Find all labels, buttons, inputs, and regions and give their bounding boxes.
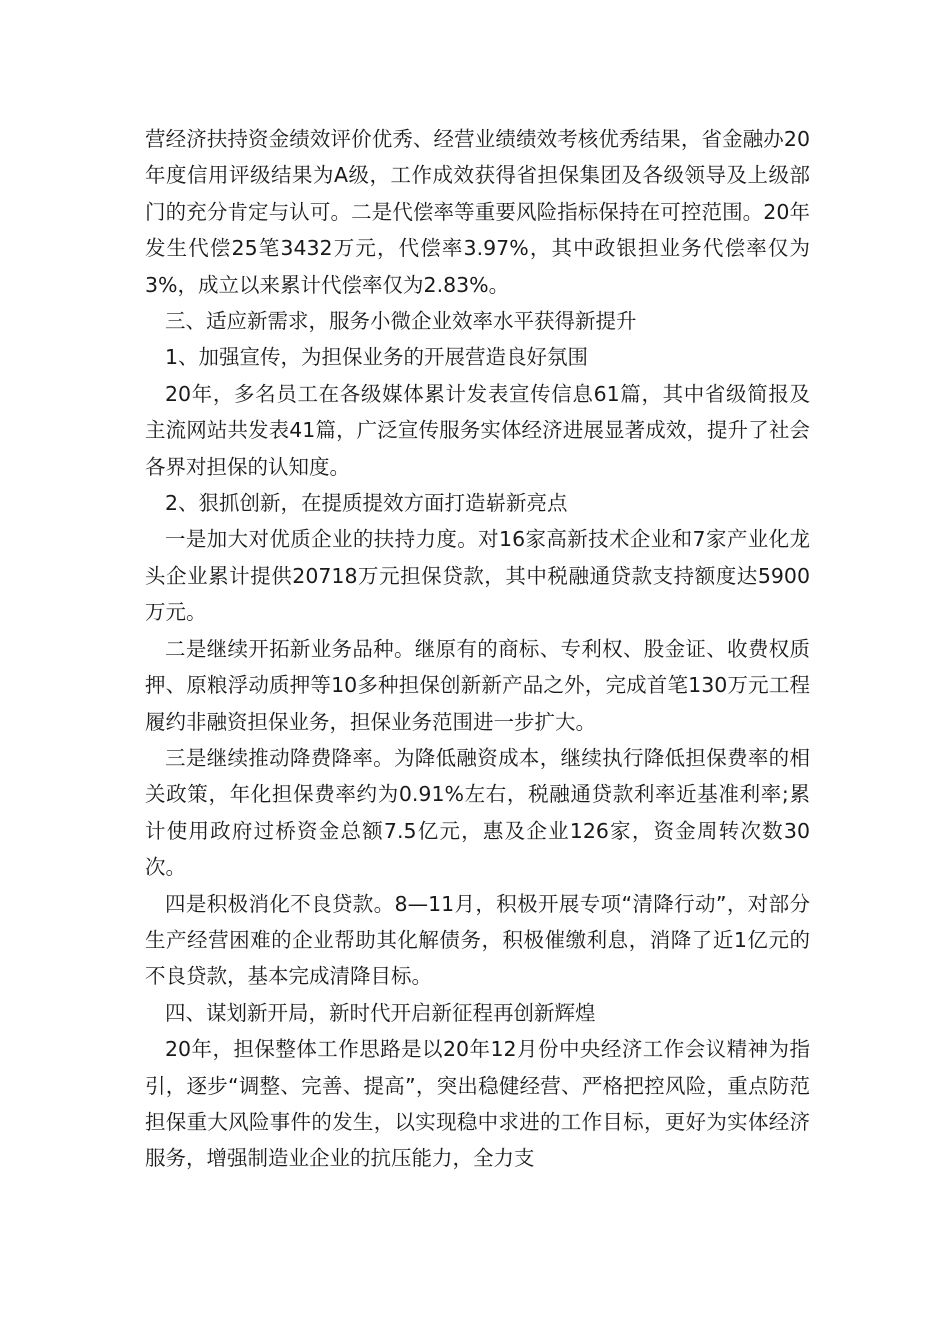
paragraph-publicity: 20年，多名员工在各级媒体累计发表宣传信息61篇，其中省级简报及主流网站共发表41篇，广泛宣传服务实体经济进展显著成效，提升了社会各界对担保的认知度。 (145, 381, 810, 479)
paragraph-bad-loans: 四是积极消化不良贷款。8—11月，积极开展专项“清降行动”，对部分生产经营困难的企业帮助其化解债务，积极催缴利息，消降了近1亿元的不良贷款，基本完成清降目标。 (145, 891, 810, 989)
paragraph-new-products: 二是继续开拓新业务品种。继原有的商标、专利权、股金证、收费权质押、原粮浮动质押等10多种担保创新新产品之外，完成首笔130万元工程履约非融资担保业务，担保业务范围进一步扩大。 (145, 636, 810, 734)
paragraph-support-enterprises: 一是加大对优质企业的扶持力度。对16家高新技术企业和7家产业化龙头企业累计提供20718万元担保贷款，其中税融通贷款支持额度达5900万元。 (145, 527, 810, 625)
document-body (145, 121, 810, 1177)
subheading-innovation: 2、狠抓创新，在提质提效方面打造崭新亮点 (165, 491, 568, 516)
paragraph-fee-reduction: 三是继续推动降费降率。为降低融资成本，继续执行降低担保费率的相关政策，年化担保费率约为0.91%左右，税融通贷款利率近基准利率;累计使用政府过桥资金总额7.5亿元，惠及企业126家，资金周转次数30次。 (145, 745, 810, 880)
subheading-publicity: 1、加强宣传，为担保业务的开展营造良好氛围 (165, 345, 589, 370)
paragraph-continuation-performance: 营经济扶持资金绩效评价优秀、经营业绩绩效考核优秀结果，省金融办20年度信用评级结果为A级，工作成效获得省担保集团及各级领导及上级部门的充分肯定与认可。二是代偿率等重要风险指标保持在可控范围。20年发生代偿25笔3432万元，代偿率3.97%，其中政银担业务代偿率仅为3%，成立以来累计代偿率仅为2.83%。 (145, 127, 810, 297)
paragraph-work-plan: 20年，担保整体工作思路是以20年12月份中央经济工作会议精神为指引，逐步“调整、完善、提高”，突出稳健经营、严格把控风险，重点防范担保重大风险事件的发生，以实现稳中求进的工作目标，更好为实体经济服务，增强制造业企业的抗压能力，全力支 (145, 1037, 810, 1171)
section-heading-4: 四、谋划新开局，新时代开启新征程再创新辉煌 (165, 1000, 596, 1025)
section-heading-3: 三、适应新需求，服务小微企业效率水平获得新提升 (165, 309, 637, 334)
